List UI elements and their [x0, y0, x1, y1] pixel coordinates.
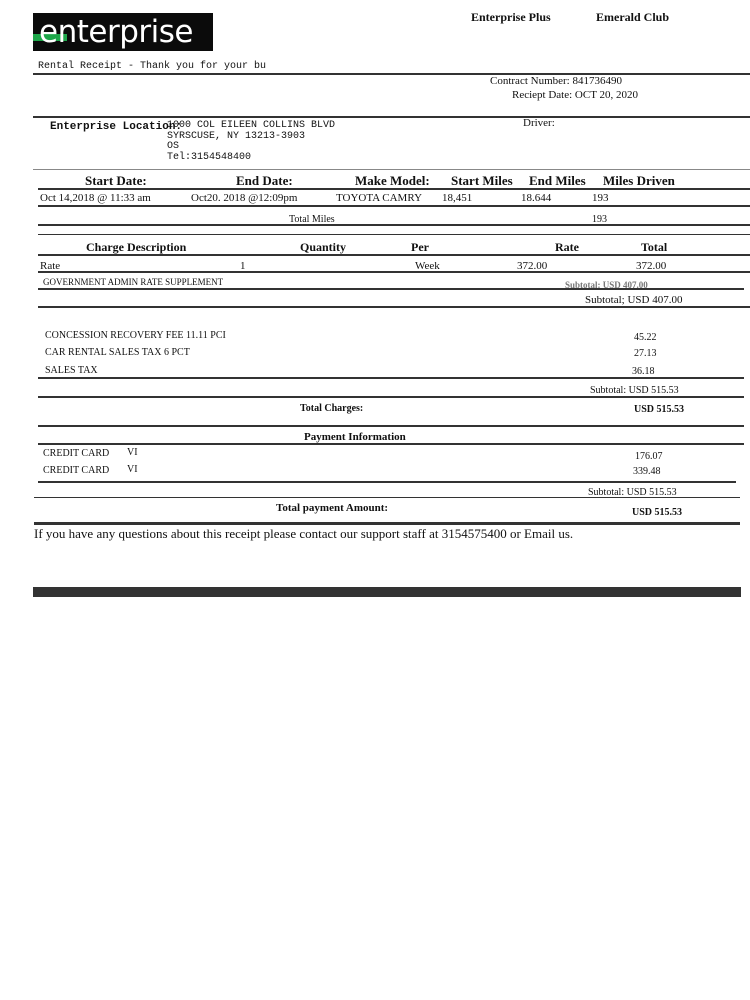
- rate-total: 372.00: [636, 260, 667, 272]
- enterprise-plus-link[interactable]: Enterprise Plus: [471, 10, 551, 24]
- payment-title: Payment Information: [304, 431, 406, 443]
- fee-label: SALES TAX: [45, 365, 98, 376]
- col-header: Start Miles: [451, 173, 513, 188]
- fee-amount: 45.22: [634, 332, 657, 343]
- address-line: OS: [167, 141, 180, 152]
- total-charges-label: Total Charges:: [300, 403, 364, 414]
- address-line: 1000 COL EILEEN COLLINS BLVD: [167, 120, 336, 131]
- divider: [38, 377, 744, 379]
- payment-amount: 339.48: [633, 466, 661, 477]
- payment-subtotal: Subtotal: USD 515.53: [588, 487, 677, 498]
- support-note: If you have any questions about this receipt please contact our support staff at 3154575400 or Email us.: [34, 526, 574, 541]
- rate-quantity: 1: [240, 260, 246, 272]
- payment-method: CREDIT CARD: [43, 448, 110, 459]
- divider: [38, 288, 744, 290]
- divider: [34, 497, 740, 498]
- col-header: End Miles: [529, 173, 586, 188]
- miles-driven: 193: [592, 192, 609, 204]
- total-payment-label: Total payment Amount:: [276, 502, 389, 514]
- receipt-date: Reciept Date: OCT 20, 2020: [512, 89, 638, 101]
- col-header: Rate: [555, 240, 579, 254]
- divider: [38, 271, 750, 273]
- total-payment-value: USD 515.53: [632, 507, 683, 518]
- subtotal-2: Subtotal: USD 515.53: [590, 385, 679, 396]
- divider: [33, 169, 750, 170]
- fee-amount: 27.13: [634, 348, 657, 359]
- payment-amount: 176.07: [635, 451, 663, 462]
- fee-label: CONCESSION RECOVERY FEE 11.11 PCI: [45, 330, 226, 341]
- footer-bar: [33, 587, 741, 597]
- divider: [38, 425, 744, 427]
- divider: [33, 116, 750, 118]
- payment-method: CREDIT CARD: [43, 465, 110, 476]
- divider: [236, 254, 750, 256]
- gov-admin-label: GOVERNMENT ADMIN RATE SUPPLEMENT: [43, 277, 224, 287]
- rate-rate: 372.00: [517, 260, 548, 272]
- location-label: Enterprise Location:: [50, 121, 183, 133]
- divider: [33, 73, 750, 75]
- col-header: Make Model:: [355, 173, 430, 188]
- subtotal-1: Subtotal; USD 407.00: [585, 294, 683, 306]
- divider: [38, 396, 744, 398]
- end-miles: 18.644: [521, 192, 552, 204]
- col-header: Per: [411, 240, 429, 254]
- divider: [38, 306, 750, 308]
- gov-subtotal: Subtotal: USD 407.00: [565, 280, 648, 290]
- col-header: Total: [641, 240, 668, 254]
- start-date: Oct 14,2018 @ 11:33 am: [40, 192, 151, 204]
- contract-number: Contract Number: 841736490: [490, 75, 622, 87]
- fee-amount: 36.18: [632, 366, 655, 377]
- total-miles-label: Total Miles: [289, 214, 335, 225]
- location-address: [167, 121, 335, 163]
- payment-card-type: VI: [127, 464, 138, 475]
- total-miles-value: 193: [592, 214, 607, 225]
- divider: [38, 254, 236, 256]
- enterprise-logo: [33, 13, 213, 51]
- start-miles: 18,451: [442, 192, 473, 204]
- col-header: Quantity: [300, 240, 347, 254]
- end-date: Oct20. 2018 @12:09pm: [191, 192, 298, 204]
- divider: [38, 481, 736, 483]
- col-header: Charge Description: [86, 240, 187, 254]
- divider: [34, 522, 740, 525]
- location-phone: Tel:3154548400: [167, 151, 252, 163]
- divider: [38, 188, 750, 190]
- total-charges-value: USD 515.53: [634, 404, 685, 415]
- payment-card-type: VI: [127, 447, 138, 458]
- make-model: TOYOTA CAMRY: [336, 192, 423, 204]
- receipt-tagline: Rental Receipt - Thank you for your bu: [38, 61, 267, 72]
- logo-text: enterprise: [39, 14, 193, 50]
- divider: [38, 224, 750, 226]
- rate-label: Rate: [40, 260, 61, 272]
- col-header: Start Date:: [85, 173, 147, 188]
- address-line: SYRSCUSE, NY 13213-3903: [167, 130, 306, 142]
- emerald-club-link[interactable]: Emerald Club: [596, 10, 670, 24]
- fee-label: CAR RENTAL SALES TAX 6 PCT: [45, 347, 190, 358]
- driver-label: Driver:: [523, 117, 555, 129]
- col-header: Miles Driven: [603, 173, 675, 188]
- divider: [38, 205, 750, 207]
- divider: [38, 234, 750, 235]
- col-header: End Date:: [236, 173, 293, 188]
- rate-per: Week: [415, 260, 440, 272]
- divider: [38, 443, 744, 445]
